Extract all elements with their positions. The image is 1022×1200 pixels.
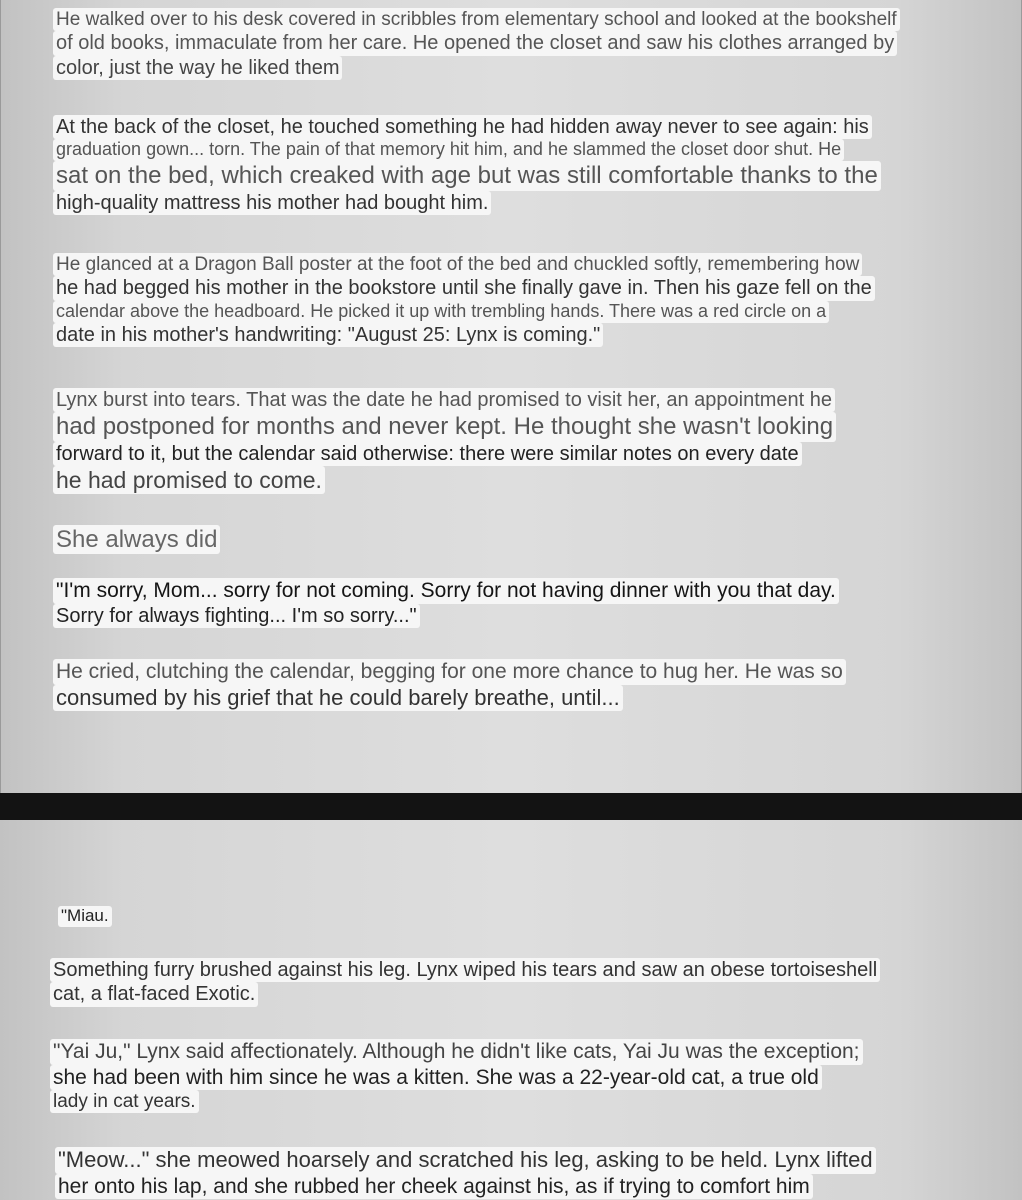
paragraph-closet xyxy=(53,115,881,215)
text-line: She always did xyxy=(53,525,220,554)
paragraph-always xyxy=(53,525,220,554)
text-line: color, just the way he liked them xyxy=(53,56,342,80)
paragraph-desk xyxy=(53,8,900,80)
text-line: lady in cat years. xyxy=(50,1090,199,1113)
text-line: sat on the bed, which creaked with age but was still comfortable thanks to the xyxy=(53,161,881,190)
text-line: He walked over to his desk covered in scribbles from elementary school and looked at the bookshelf xyxy=(53,8,900,31)
paragraph-tears xyxy=(53,388,836,494)
text-line: He glanced at a Dragon Ball poster at the foot of the bed and chuckled softly, remembering how xyxy=(53,253,862,276)
text-line: he had promised to come. xyxy=(53,466,325,494)
text-line: of old books, immaculate from her care. He opened the closet and saw his clothes arranged by xyxy=(53,31,897,55)
text-line: Sorry for always fighting... I'm so sorry..." xyxy=(53,604,420,628)
text-line: "I'm sorry, Mom... sorry for not coming. Sorry for not having dinner with you that day. xyxy=(53,578,839,604)
text-line: high-quality mattress his mother had bought him. xyxy=(53,191,491,215)
text-line: At the back of the closet, he touched something he had hidden away never to see again: his xyxy=(53,115,872,139)
text-line: graduation gown... torn. The pain of that memory hit him, and he slammed the closet door shut. He xyxy=(53,139,844,161)
text-line: she had been with him since he was a kitten. She was a 22-year-old cat, a true old xyxy=(50,1065,822,1091)
text-line: consumed by his grief that he could barely breathe, until... xyxy=(53,685,623,712)
paragraph-calendar xyxy=(53,253,875,347)
text-line: calendar above the headboard. He picked it up with trembling hands. There was a red circle on a xyxy=(53,301,829,323)
page-divider xyxy=(0,793,1022,820)
text-line: Lynx burst into tears. That was the date he had promised to visit her, an appointment he xyxy=(53,388,835,412)
paragraph-miau xyxy=(58,906,112,927)
text-line: date in his mother's handwriting: "August 25: Lynx is coming." xyxy=(53,323,603,347)
text-line: had postponed for months and never kept. He thought she wasn't looking xyxy=(53,412,836,441)
paragraph-apology xyxy=(53,578,839,628)
text-line: He cried, clutching the calendar, begging for one more chance to hug her. He was so xyxy=(53,659,846,685)
text-line: "Meow..." she meowed hoarsely and scratched his leg, asking to be held. Lynx lifted xyxy=(55,1147,876,1174)
text-line: he had begged his mother in the bookstore until she finally gave in. Then his gaze fell on the xyxy=(53,276,875,300)
text-line: her onto his lap, and she rubbed her cheek against his, as if trying to comfort him xyxy=(55,1174,813,1200)
text-line: cat, a flat-faced Exotic. xyxy=(50,982,258,1006)
text-line: Something furry brushed against his leg. Lynx wiped his tears and saw an obese tortoiseshell xyxy=(50,958,880,982)
paragraph-furry xyxy=(50,958,880,1007)
paragraph-yai-ju xyxy=(50,1039,863,1113)
paragraph-meow xyxy=(55,1147,876,1199)
text-line: "Miau. xyxy=(58,906,112,927)
text-line: "Yai Ju," Lynx said affectionately. Although he didn't like cats, Yai Ju was the exception; xyxy=(50,1039,863,1065)
bottom-page-panel xyxy=(0,820,1022,1200)
text-line: forward to it, but the calendar said otherwise: there were similar notes on every date xyxy=(53,442,802,466)
paragraph-grief xyxy=(53,659,846,711)
